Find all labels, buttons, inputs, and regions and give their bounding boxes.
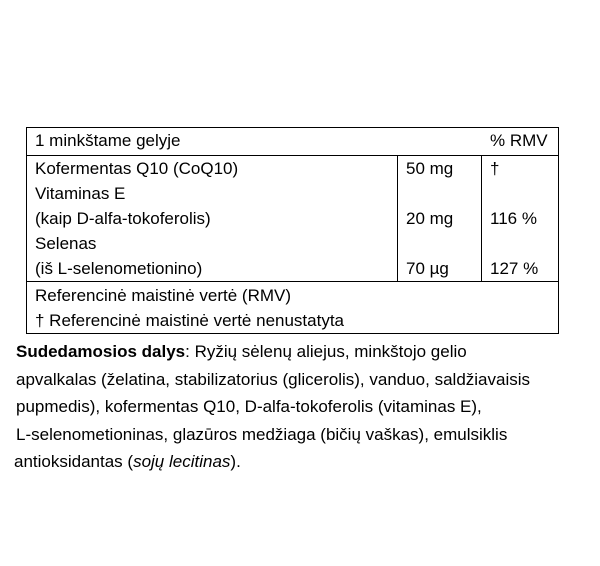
ingredients-label: Sudedamosios dalys (16, 342, 186, 361)
table-row (27, 156, 558, 181)
nutrient-name: Selenas (iš L-selenometionino) (27, 231, 398, 281)
header-rmv: % RMV (490, 131, 548, 150)
nutrition-table (26, 127, 559, 334)
nutrient-amount: 50 mg (398, 156, 482, 181)
header-serving: 1 minkštame gelyje (35, 131, 181, 150)
nutrient-name: Kofermentas Q10 (CoQ10) (27, 156, 398, 181)
nutrient-rmv: 116 % (490, 209, 537, 228)
nutrient-name: Vitaminas E (kaip D-alfa-tokoferolis) (27, 181, 398, 231)
table-footer (27, 281, 558, 333)
ingredients-paragraph: Sudedamosios dalys: Ryžių sėlenų aliejus, minkštojo gelio apvalkalas (želatina, stabilizatorius (glicerolis), vanduo, saldžiavaisis pupmedis), kofermentas Q10, D-alfa-tokoferolis (vitaminas E), L-selenometioninas, glazūros medžiaga (bičių vaškas), emulsiklis antioksidantas (sojų lecitinas). (14, 342, 531, 471)
table-row (27, 231, 558, 281)
nutrient-rmv: † (490, 159, 500, 178)
table-row (27, 181, 558, 231)
nutrient-amount: 70 µg (398, 231, 482, 281)
nutrient-amount: 20 mg (398, 181, 482, 231)
footer-dagger-note: † Referencinė maistinė vertė nenustatyta (35, 311, 345, 330)
allergen-italic: sojų lecitinas (133, 452, 231, 471)
table-header-row (27, 128, 558, 156)
nutrient-rmv: 127 % (490, 259, 539, 278)
footer-rmv-definition: Referencinė maistinė vertė (RMV) (35, 286, 292, 305)
